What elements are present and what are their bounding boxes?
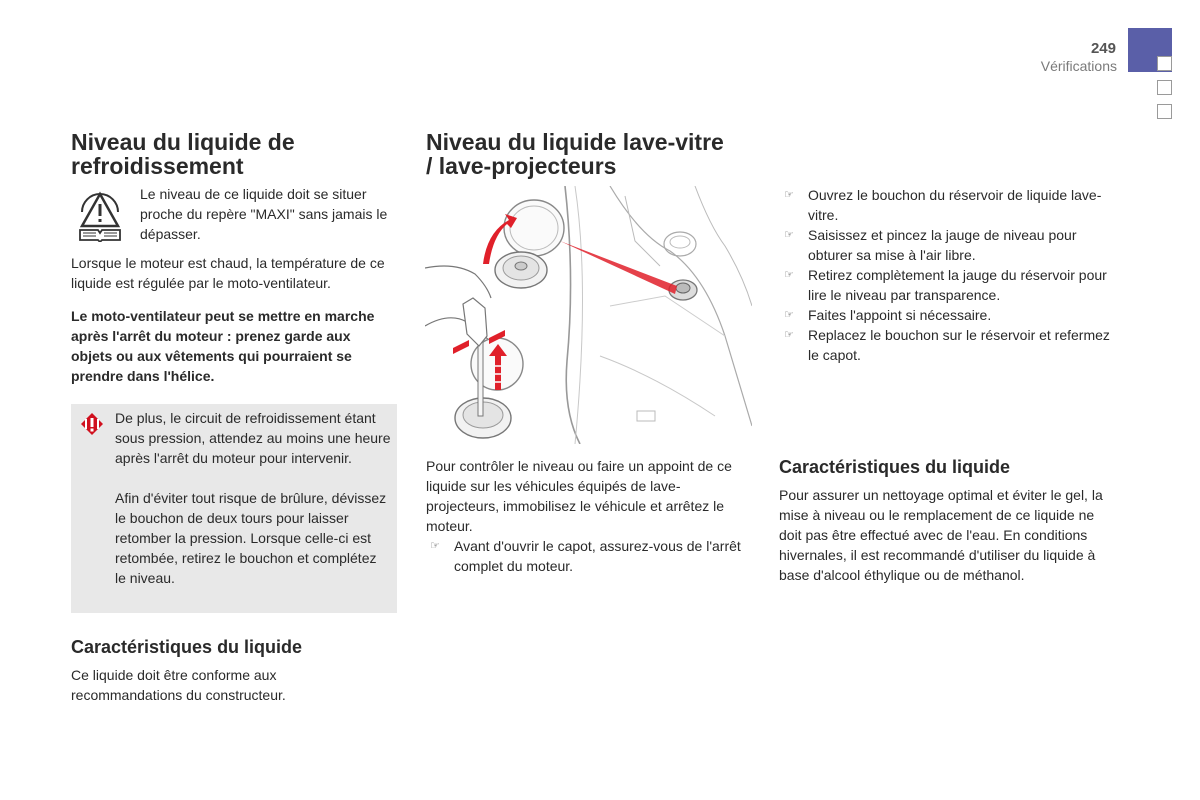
fan-warning-text: Le moto-ventilateur peut se mettre en marche après l'arrêt du moteur : prenez garde aux objets ou aux vêtements qui pourraient se prendre dans l'hélice. [71,308,375,384]
washer-spec-title: Caractéristiques du liquide [779,457,1011,477]
section-title: Vérifications [1040,58,1117,74]
hazard-read-manual-icon [72,186,128,242]
pointing-hand-icon: ☞ [430,540,440,552]
washer-spec-text: Pour assurer un nettoyage optimal et éviter le gel, la mise à niveau ou le remplacement de ce liquide ne doit pas être effectué avec de l'eau. En conditions hivernales, il est recommandé d'utiliser du liquide à base d'alcool éthylique ou de méthanol. [779,487,1103,583]
list-item: ☞ Replacez le bouchon sur le réservoir et refermez le capot. [784,327,1110,363]
caution-text-1: De plus, le circuit de refroidissement étant sous pression, attendez au moins une heure après l'arrêt du moteur pour intervenir. [115,410,391,466]
pointing-hand-icon: ☞ [784,309,794,321]
coolant-title: Niveau du liquide de refroidissement [71,129,295,179]
list-item: ☞ Retirez complètement la jauge du réservoir pour lire le niveau par transparence. [784,267,1107,303]
washer-reservoir-illustration [425,186,752,444]
list-item: ☞ Ouvrez le bouchon du réservoir de liquide lave-vitre. [784,187,1102,223]
page-number: 249 [1090,40,1116,57]
pointing-hand-icon: ☞ [784,189,794,201]
pointing-hand-icon: ☞ [784,269,794,281]
list-item: ☞ Saisissez et pincez la jauge de niveau pour obturer sa mise à l'air libre. [784,227,1077,263]
list-item: ☞ Faites l'appoint si nécessaire. [784,307,992,323]
washer-intro-text: Pour contrôler le niveau ou faire un appoint de ce liquide sur les véhicules équipés de lave-projecteurs, immobilisez le véhicule et arrêtez le moteur. [426,458,732,534]
coolant-spec-text: Ce liquide doit être conforme aux recommandations du constructeur. [71,667,286,703]
chapter-tab-marker [1157,56,1172,71]
list-item: ☞ Avant d'ouvrir le capot, assurez-vous de l'arrêt complet du moteur. [430,538,741,574]
coolant-spec-title: Caractéristiques du liquide [71,637,303,657]
coolant-temperature-text: Lorsque le moteur est chaud, la température de ce liquide est régulée par le moto-ventilateur. [71,255,385,291]
danger-exclamation-icon [80,412,104,436]
washer-title: Niveau du liquide lave-vitre / lave-projecteurs [426,129,724,179]
washer-steps-list [780,185,1110,365]
coolant-intro: Le niveau de ce liquide doit se situer proche du repère "MAXI" sans jamais le dépasser. [140,186,388,242]
caution-text-2: Afin d'éviter tout risque de brûlure, dévissez le bouchon de deux tours pour laisser retomber la pression. Lorsque celle-ci est retombée, retirez le bouchon et complétez le niveau. [115,490,387,586]
washer-precaution-list [426,536,746,576]
chapter-tab-marker [1157,104,1172,119]
pointing-hand-icon: ☞ [784,329,794,341]
chapter-tab-marker [1157,80,1172,95]
pointing-hand-icon: ☞ [784,229,794,241]
